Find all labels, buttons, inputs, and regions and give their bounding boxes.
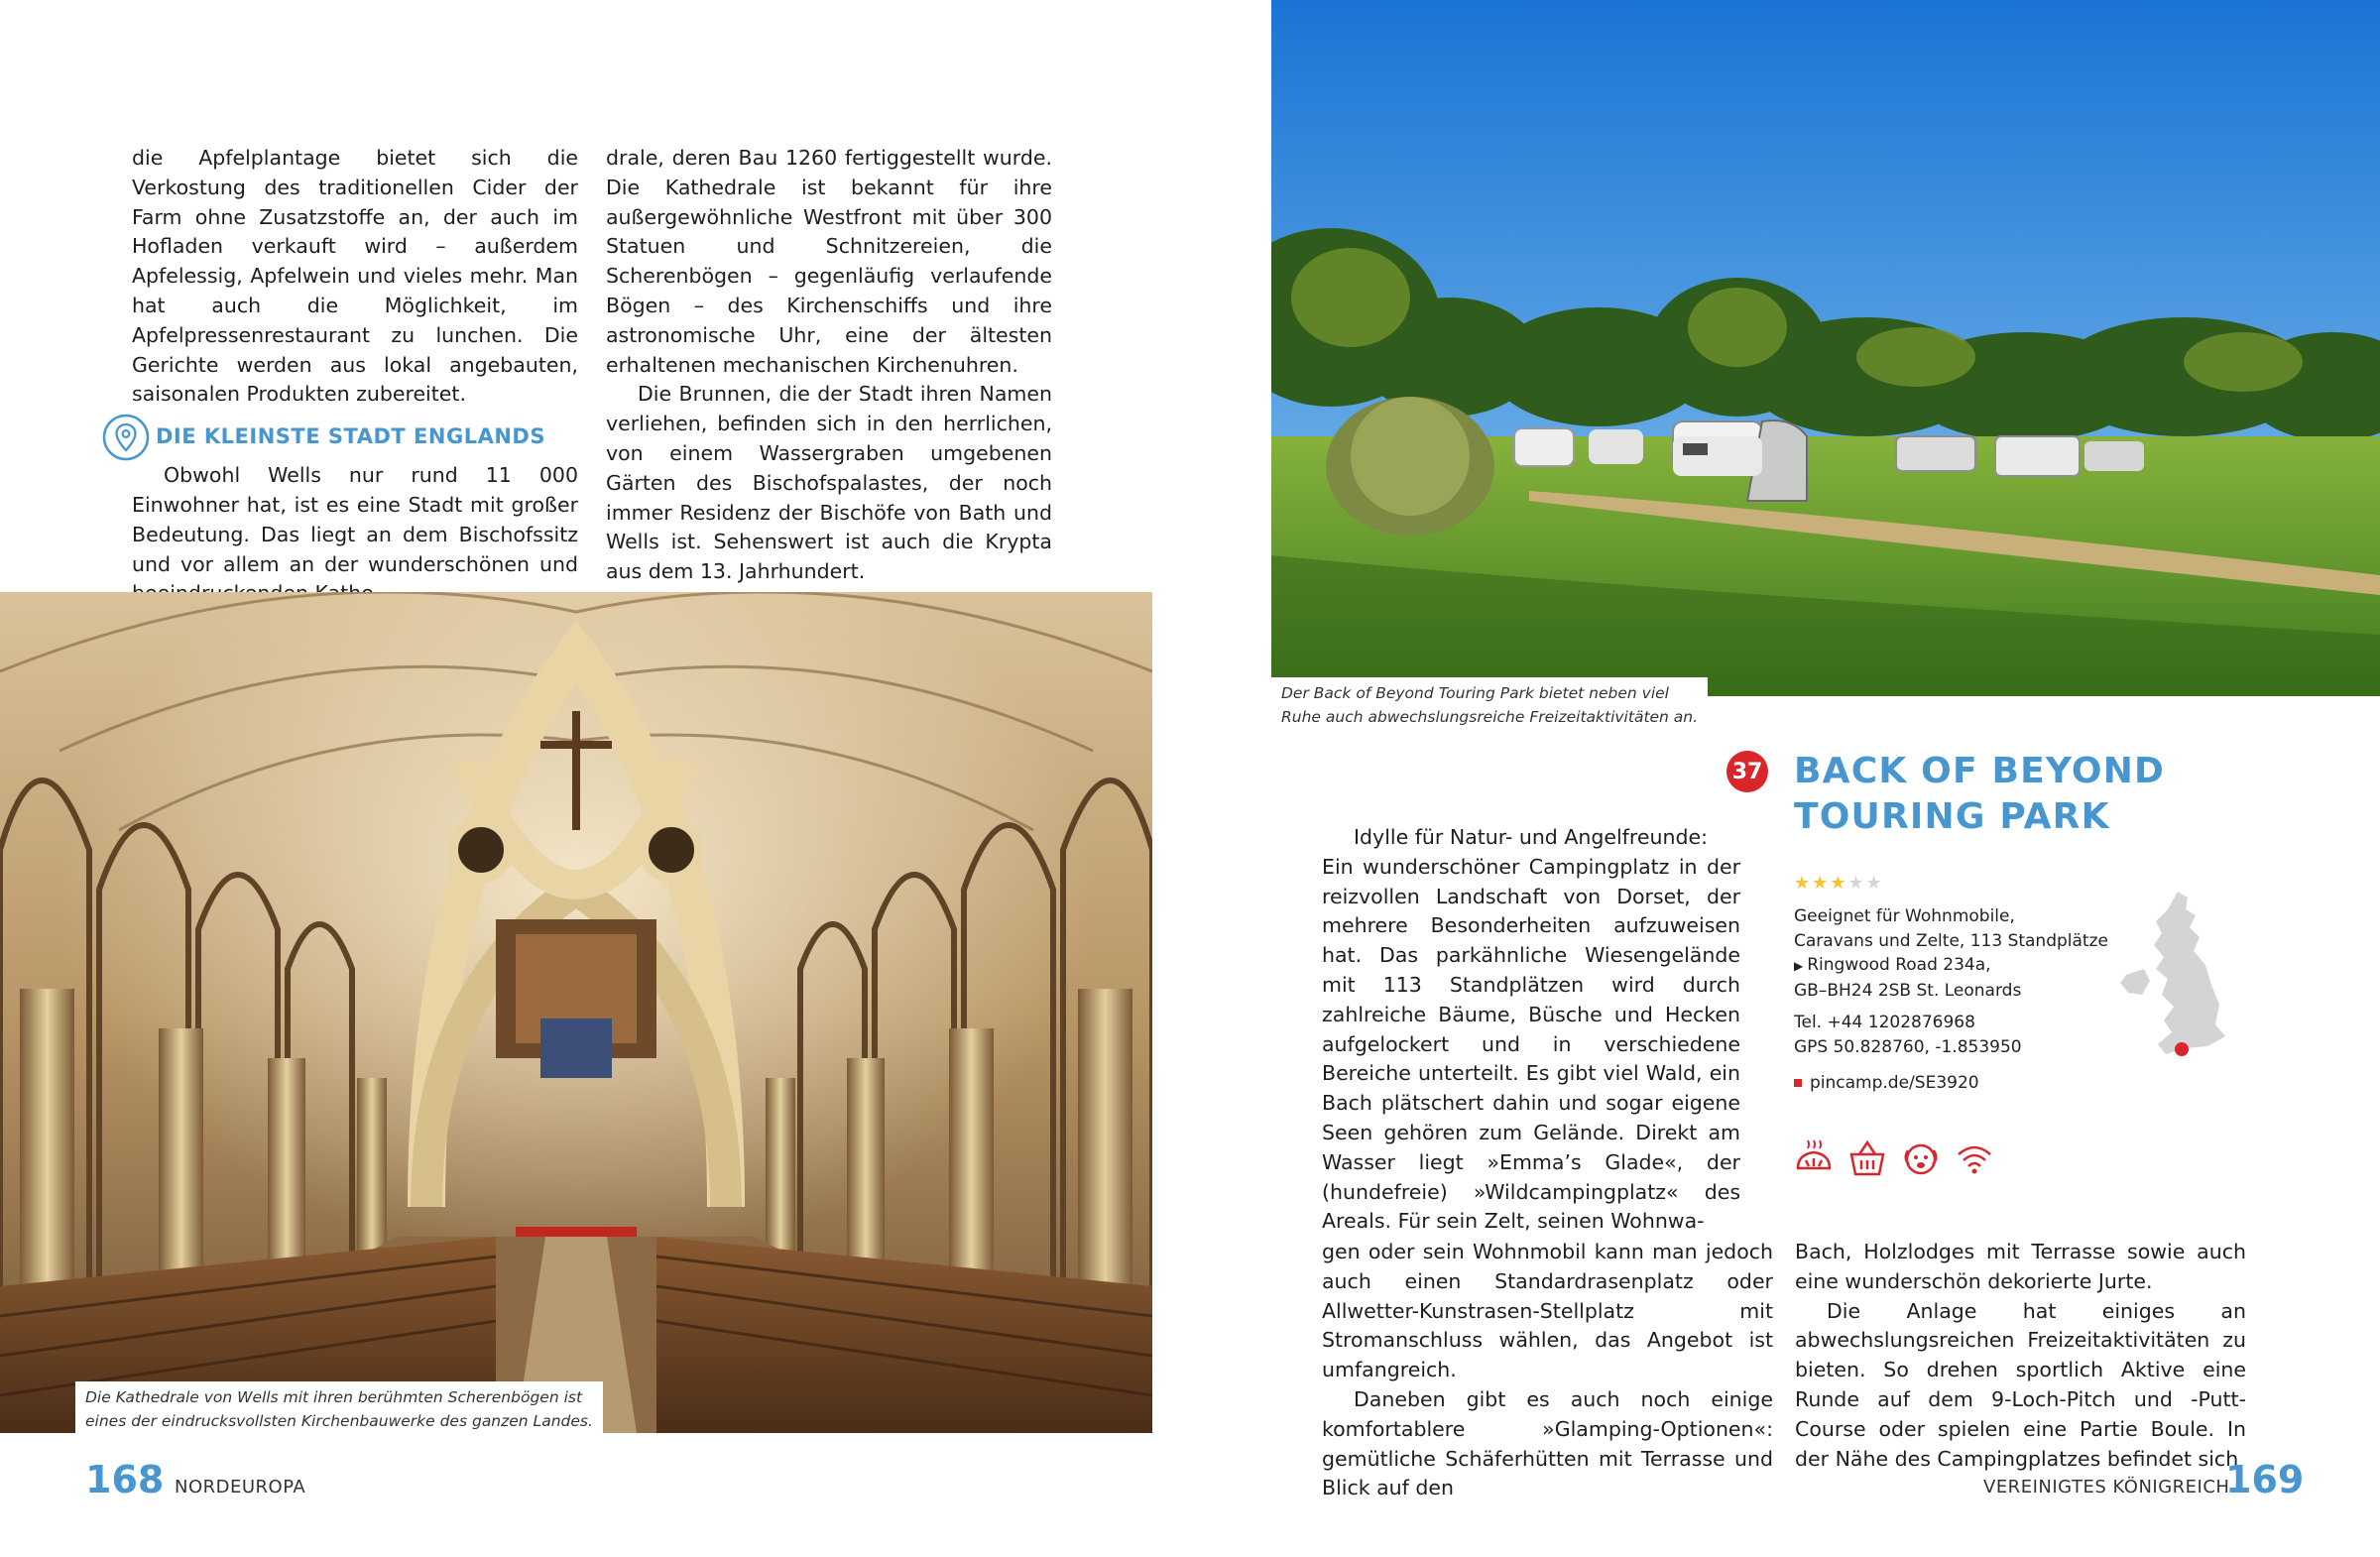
paragraph: Die Anlage hat einiges an abwechslungsreichen Freizeitaktivitäten zu bieten. So drehen sportlich Aktive eine Runde auf dem 9-Loch-Pitch und -Putt-Course oder spielen eine Partie Boule. In der Nähe des Campingplatzes befindet sich: [1795, 1298, 2246, 1471]
paragraph: drale, deren Bau 1260 fertiggestellt wurde. Die Kathedrale ist bekannt für ihre außergewöhnliche Westfront mit über 300 Statuen und Schnitzereien, die Scherenbögen – gegenläufig verlaufende Bögen – des Kirchenschiffs und ihre astronomische Uhr, eine der ältesten erhaltenen mechanischen Kirchenuhren.: [606, 146, 1052, 377]
campground-photo: [1271, 0, 2380, 696]
arrow-right-icon: ▶: [1794, 959, 1804, 973]
amenity-icons: [1794, 1138, 1994, 1178]
paragraph: gen oder sein Wohnmobil kann man jedoch auch einen Standardrasenplatz oder Allwetter-Kunstrasen-Stellplatz mit Stromanschluss wählen, das Angebot ist umfangreich.: [1322, 1240, 1773, 1382]
page-number: 169: [2225, 1458, 2305, 1501]
paragraph: Die Brunnen, die der Stadt ihren Namen verliehen, befinden sich in den herrlichen, von einem Wassergraben umgebenen Gärten des Bischofspalastes, der noch immer Residenz der Bischöfe von Bath und Wells ist. Sehenswert ist auch die Krypta aus dem 13. Jahrhundert.: [606, 382, 1052, 584]
section-label: VEREINIGTES KÖNIGREICH: [1983, 1477, 2230, 1497]
right-column-1-continued: [1322, 1238, 1773, 1503]
wifi-icon: [1955, 1138, 1994, 1178]
cathedral-photo: [0, 592, 1152, 1433]
photo-caption: Die Kathedrale von Wells mit ihren berühmten Scherenbögen ist eines der eindrucksvollsten Kirchenbauwerke des ganzen Landes.: [75, 1381, 603, 1433]
paragraph: Bach, Holzlodges mit Terrasse sowie auch eine wunderschön dekorierte Jurte.: [1795, 1240, 2246, 1293]
location-pin-icon: [102, 414, 150, 461]
campsite-number-badge: 37: [1726, 751, 1768, 792]
shop-basket-icon: [1847, 1138, 1887, 1178]
bakery-icon: [1794, 1138, 1834, 1178]
link-square-icon: [1794, 1079, 1802, 1087]
dog-icon: [1901, 1138, 1941, 1178]
star-filled: ★★★: [1794, 873, 1848, 894]
uk-map-icon: [2116, 888, 2235, 1066]
paragraph: [1322, 823, 1740, 853]
campsite-info: Geeignet für Wohnmobile, Caravans und Zelte, 113 Standplätze ▶ Ringwood Road 234a, GB–BH24 2SB St. Leonards Tel. +44 1202876968 GPS 50.828760, -1.853950 pincamp.de/SE3920: [1794, 904, 2108, 1096]
right-column-1: [1322, 823, 1740, 1237]
paragraph: die Apfelplantage bietet sich die Verkostung des traditionellen Cider der Farm ohne Zusatzstoffe an, der auch im Hofladen verkauft wird – außerdem Apfelessig, Apfelwein und vieles mehr. Man hat auch die Möglichkeit, im Apfelpressenrestaurant zu lunchen. Die Gerichte werden aus lokal angebauten, saisonalen Produkten zubereitet.: [132, 146, 578, 407]
lead-in: Idylle für Natur- und Angelfreunde:: [1354, 825, 1708, 849]
right-column-2: [1795, 1238, 2246, 1474]
section-label: NORDEUROPA: [175, 1477, 306, 1497]
paragraph: Ein wunderschöner Campingplatz in der reizvollen Landschaft von Dorset, der mehrere Besonderheiten aufzuweisen hat. Das parkähnliche Wiesengelände mit 113 Standplätzen wird durch zahlreiche Bäume, Büsche und Hecken aufgelockert und in verschiedene Bereiche unterteilt. Es gibt viel Wald, ein Bach plätschert dahin und sogar eigene Seen gehören zum Gelände. Direkt am Wasser liegt »Emma’s Glade«, der (hundefreie) »Wildcampingplatz« des Areals. Für sein Zelt, seinen Wohnwa-: [1322, 854, 1740, 1234]
section-heading: [102, 414, 578, 461]
left-column-2: [606, 144, 1052, 587]
star-empty: ★★: [1847, 873, 1884, 894]
booking-link[interactable]: pincamp.de/SE3920: [1810, 1073, 1979, 1093]
star-rating: [1794, 873, 1884, 894]
photo-caption: Der Back of Beyond Touring Park bietet neben viel Ruhe auch abwechslungsreiche Freizeitaktivitäten an.: [1271, 677, 1708, 733]
left-column-1: [132, 144, 578, 609]
paragraph: Daneben gibt es auch noch einige komfortablere »Glamping-Optionen«: gemütliche Schäferhütten mit Terrasse und Blick auf den: [1322, 1386, 1773, 1500]
paragraph: Obwohl Wells nur rund 11 000 Einwohner hat, ist es eine Stadt mit großer Bedeutung. Das liegt an dem Bischofssitz und vor allem an der wunderschönen und: [132, 463, 578, 576]
right-page: [1271, 0, 2380, 1557]
section-title: DIE KLEINSTE STADT ENGLANDS: [156, 424, 545, 449]
campsite-title: BACK OF BEYOND TOURING PARK: [1794, 751, 2166, 837]
page-number: 168: [85, 1458, 165, 1501]
